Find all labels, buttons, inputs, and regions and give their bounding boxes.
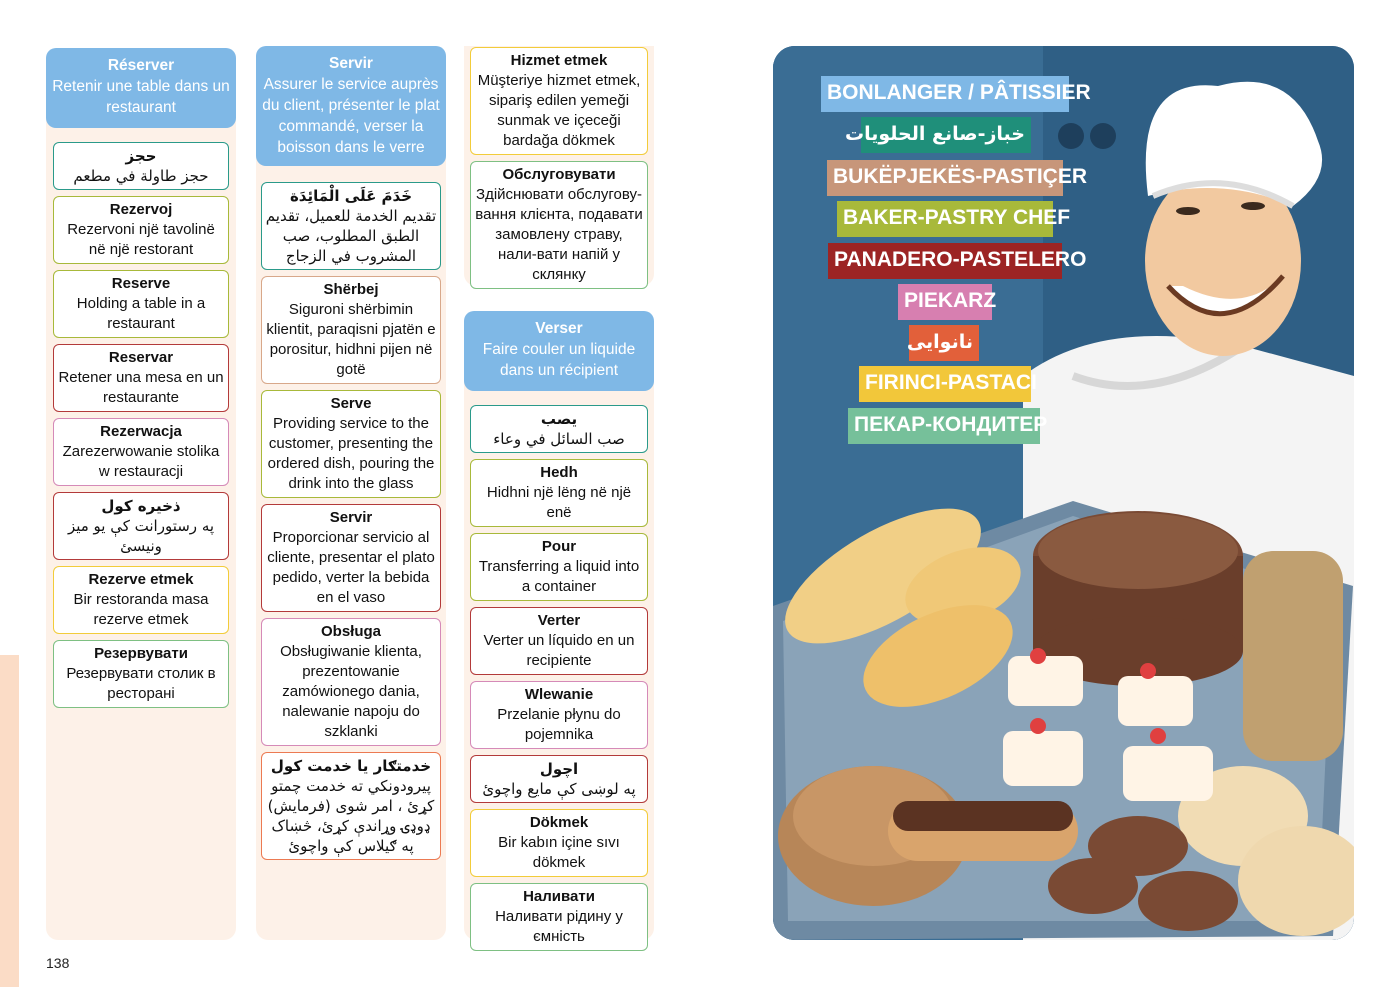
vocab-card-title: Rezerwacja — [100, 423, 182, 440]
header-title: Servir — [329, 55, 373, 72]
vocab-card-text: Rezervoni një tavolinë në një restorant — [67, 221, 215, 258]
vocab-card-title: خدمتګار يا خدمت کول — [270, 757, 432, 775]
vocab-card — [53, 344, 229, 412]
vocab-card — [470, 47, 648, 155]
vocab-card-title: Reservar — [108, 349, 174, 366]
vocab-card — [261, 752, 441, 860]
header-servir — [256, 46, 446, 166]
vocab-card-title: Serve — [330, 395, 372, 412]
vocab-card-title: Reserve — [111, 275, 171, 292]
vocab-card-title: حجز — [125, 147, 157, 165]
vocab-card — [53, 492, 229, 560]
profession-label: ПЕКАР-КОНДИТЕР — [848, 408, 1040, 444]
vocab-card-text: په رستورانت کې يو ميز ونيسئ — [67, 517, 215, 555]
header-title: Réserver — [107, 57, 175, 74]
vocab-card-text: Proporcionar servicio al cliente, presentar el plato pedido, verter la bebida en el vaso — [267, 529, 435, 606]
vocab-card — [470, 161, 648, 289]
header-text: Retenir une table dans un restaurant — [52, 78, 230, 116]
vocab-card — [470, 681, 648, 749]
vocab-card-title: Shërbej — [323, 281, 379, 298]
vocab-card — [53, 142, 229, 190]
vocab-card — [470, 405, 648, 453]
vocab-card-text: تقديم الخدمة للعميل، تقديم الطبق المطلوب، صب المشروب في الزجاج — [265, 207, 437, 265]
vocab-card-title: Wlewanie — [524, 686, 594, 703]
profession-label: خباز-صانع الحلويات — [861, 117, 1031, 153]
vocab-card-title: Обслуговувати — [502, 166, 616, 183]
vocab-card-title: ذخيره کول — [101, 497, 181, 515]
column-servir — [256, 46, 446, 866]
vocab-card-text: Zarezerwowanie stolika w restauracji — [62, 443, 220, 480]
vocab-card — [261, 390, 441, 498]
vocab-card-text: Здійснювати обслугову-вання клієнта, подавати замовлену страву, нали-вати напій у склянку — [475, 186, 643, 283]
header-title: Verser — [535, 320, 583, 337]
vocab-card-text: Müşteriye hizmet etmek, sipariş edilen yemeği sunmak ve içeceği bardağa dökmek — [477, 72, 641, 149]
header-text: Faire couler un liquide dans un récipient — [482, 341, 636, 379]
vocab-card-text: Резервувати столик в ресторані — [66, 665, 216, 702]
vocab-card-text: Наливати рідину у ємність — [495, 908, 623, 945]
vocab-card-title: اچول — [539, 760, 579, 778]
vocab-card-title: Наливати — [523, 888, 595, 905]
profession-label: BUKËPJEKËS-PASTIÇER — [827, 160, 1063, 196]
vocab-card-text: Retener una mesa en un restaurante — [58, 369, 224, 406]
vocab-card-text: Przelanie płynu do pojemnika — [497, 706, 621, 743]
header-text: Assurer le service auprès du client, présenter le plat commandé, verser la boisson dans le verre — [262, 76, 440, 156]
header-verser — [464, 311, 654, 391]
vocab-card-title: يصب — [540, 410, 578, 428]
vocab-card-title: Rezervoj — [109, 201, 173, 218]
vocab-card — [53, 418, 229, 486]
vocab-card — [470, 809, 648, 877]
page-number: 138 — [46, 955, 70, 971]
vocab-card-title: Резервувати — [94, 645, 188, 662]
vocab-card-title: خَدَمَ عَلَى الْمَائِدَة — [289, 187, 413, 205]
vocab-card-text: Providing service to the customer, presenting the ordered dish, pouring the drink into the glass — [267, 415, 435, 492]
vocab-card — [261, 276, 441, 384]
vocab-card-title: Dökmek — [529, 814, 589, 831]
vocab-card — [53, 196, 229, 264]
vocab-card-text: Obsługiwanie klienta, prezentowanie zamówionego dania, nalewanie napoju do szklanki — [280, 643, 422, 740]
vocab-card — [53, 270, 229, 338]
profession-label: نانوايی — [909, 325, 979, 361]
profession-label: FIRINCI-PASTACI — [859, 366, 1031, 402]
vocab-card-title: Servir — [329, 509, 373, 526]
vocab-card-text: پيرودونکي ته خدمت چمتو کړئ ، امر شوی (فرمايش) ډوډۍ وړاندې کړئ، څښاک په ګيلاس کې واچوئ — [267, 777, 435, 855]
vocab-card-text: Holding a table in a restaurant — [76, 295, 206, 332]
profession-label: BONLANGER / PÂTISSIER — [821, 76, 1069, 112]
vocab-card-text: Transferring a liquid into a container — [478, 558, 640, 595]
vocab-card — [53, 640, 229, 708]
vocab-card-text: Bir restoranda masa rezerve etmek — [73, 591, 209, 628]
vocab-card — [470, 533, 648, 601]
vocab-card-title: Pour — [541, 538, 577, 555]
vocab-card-text: په لوښی کې مايع واچوئ — [482, 780, 636, 798]
vocab-card — [261, 182, 441, 270]
profession-label: PIEKARZ — [898, 284, 992, 320]
vocab-card-title: Rezerve etmek — [88, 571, 194, 588]
vocab-card — [470, 607, 648, 675]
vocab-card-text: صب السائل في وعاء — [493, 430, 625, 448]
vocab-card-text: Verter un líquido en un recipiente — [483, 632, 635, 669]
vocab-card-title: Obsługa — [320, 623, 381, 640]
vocab-card — [261, 504, 441, 612]
vocab-card — [470, 883, 648, 951]
vocab-card — [470, 755, 648, 803]
vocab-card-text: Hidhni një lëng në një enë — [486, 484, 632, 521]
vocab-card-title: Hedh — [540, 464, 578, 481]
vocab-card-text: Bir kabın içine sıvı dökmek — [498, 834, 620, 871]
profession-labels — [773, 46, 1354, 940]
vocab-card — [261, 618, 441, 746]
column-verser — [464, 47, 654, 957]
vocab-card-title: Hizmet etmek — [510, 52, 608, 69]
vocab-card — [53, 566, 229, 634]
side-tab — [0, 655, 19, 987]
profession-label: BAKER-PASTRY CHEF — [837, 201, 1053, 237]
vocab-card-title: Verter — [537, 612, 581, 629]
vocab-card-text: حجز طاولة في مطعم — [73, 167, 209, 185]
vocab-card — [470, 459, 648, 527]
header-reserver — [46, 48, 236, 128]
profession-label: PANADERO-PASTELERO — [828, 243, 1062, 279]
column-reserver — [46, 48, 236, 714]
vocab-card-text: Siguroni shërbimin klientit, paraqisni pjatën e porositur, hidhni pijen në gotë — [266, 301, 436, 378]
